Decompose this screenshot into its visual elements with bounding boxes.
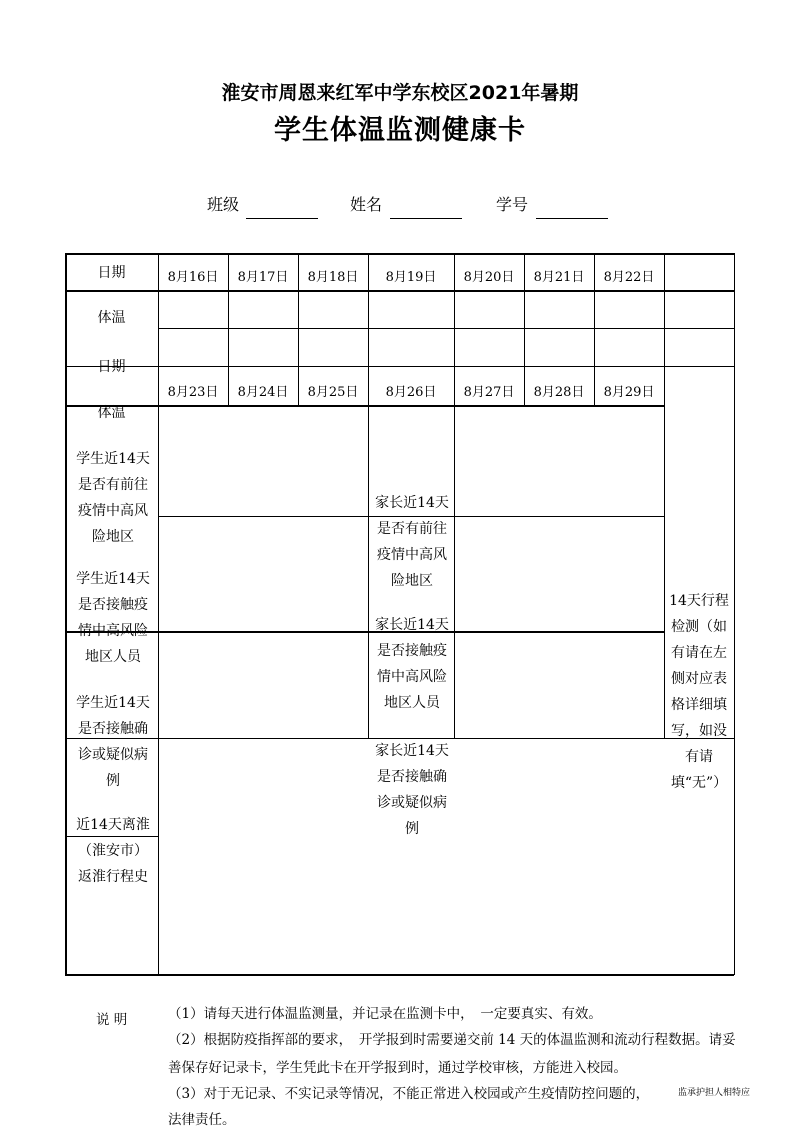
col-line [524, 253, 525, 406]
row-line [65, 366, 734, 367]
question-travel-history: 近14天离淮（淮安市）返淮行程史 [76, 817, 150, 885]
col-line [594, 253, 595, 406]
note-3-small: 监承护担人相特应 [678, 1088, 751, 1098]
question-student-contact: 学生近14天是否接触疫情中高风险地区人员 [76, 571, 150, 665]
col-line [454, 253, 455, 738]
class-label: 班级 [207, 195, 240, 214]
col-line [298, 253, 299, 406]
question-parent-region: 家长近14天是否有前往疫情中高风险地区 [375, 495, 449, 589]
table-border-right [734, 253, 735, 975]
temperature-label: 体温 [97, 310, 126, 326]
col-line [368, 253, 369, 738]
temperature-label: 体温 [97, 405, 126, 421]
school-name: 淮安市周恩来红军中学东校区2021年暑期 [221, 82, 579, 104]
date-cell: 8月18日 [307, 270, 359, 285]
date-cell: 8月16日 [167, 270, 219, 285]
date-cell: 8月29日 [603, 385, 655, 400]
date-cell: 8月21日 [533, 270, 585, 285]
travel-check-note: 14天行程检测（如有请在左侧对应表格详细填写，如没有请填“无”） [669, 593, 729, 791]
question-parent-case: 家长近14天是否接触确诊或疑似病例 [375, 743, 449, 837]
name-label: 姓名 [350, 195, 383, 214]
row-line [65, 631, 664, 633]
note-1: （1）请每天进行体温监测量，并记录在监测卡中， 一定要真实、有效。 [168, 1006, 602, 1022]
question-parent-contact: 家长近14天是否接触疫情中高风险地区人员 [375, 617, 449, 711]
question-student-region: 学生近14天是否有前往疫情中高风险地区 [76, 451, 150, 545]
table-border-top [65, 253, 734, 255]
class-field[interactable] [246, 218, 318, 219]
date-cell: 8月23日 [167, 385, 219, 400]
note-2b: 善保存好记录卡，学生凭此卡在开学报到时，通过学校审核，方能进入校园。 [168, 1060, 627, 1076]
date-cell: 8月19日 [385, 270, 437, 285]
page-title: 学生体温监测健康卡 [274, 115, 526, 146]
date-cell: 8月27日 [463, 385, 515, 400]
date-label: 日期 [97, 359, 126, 375]
date-cell: 8月26日 [385, 385, 437, 400]
student-id-field[interactable] [536, 218, 608, 219]
date-cell: 8月24日 [237, 385, 289, 400]
table-border-bottom [65, 974, 734, 976]
id-label: 学号 [496, 195, 529, 214]
date-cell: 8月25日 [307, 385, 359, 400]
col-line [228, 253, 229, 406]
date-cell: 8月22日 [603, 270, 655, 285]
notes-heading: 说 明 [96, 1012, 128, 1028]
note-2a: （2）根据防疫指挥部的要求， 开学报到时需要递交前 14 天的体温监测和流动行程数据。请妥 [168, 1032, 736, 1048]
row-line [158, 328, 734, 329]
row-line [65, 290, 734, 292]
date-cell: 8月17日 [237, 270, 289, 285]
col-line [158, 253, 159, 975]
question-student-case: 学生近14天是否接触确诊或疑似病例 [76, 695, 150, 789]
date-cell: 8月20日 [463, 270, 515, 285]
col-line [664, 253, 665, 738]
date-cell: 8月28日 [533, 385, 585, 400]
note-3a: （3）对于无记录、不实记录等情况，不能正常进入校园或产生疫情防控问题的， [168, 1086, 650, 1102]
note-3b: 法律责任。 [168, 1112, 236, 1128]
name-field[interactable] [390, 218, 462, 219]
date-label: 日期 [97, 265, 126, 281]
